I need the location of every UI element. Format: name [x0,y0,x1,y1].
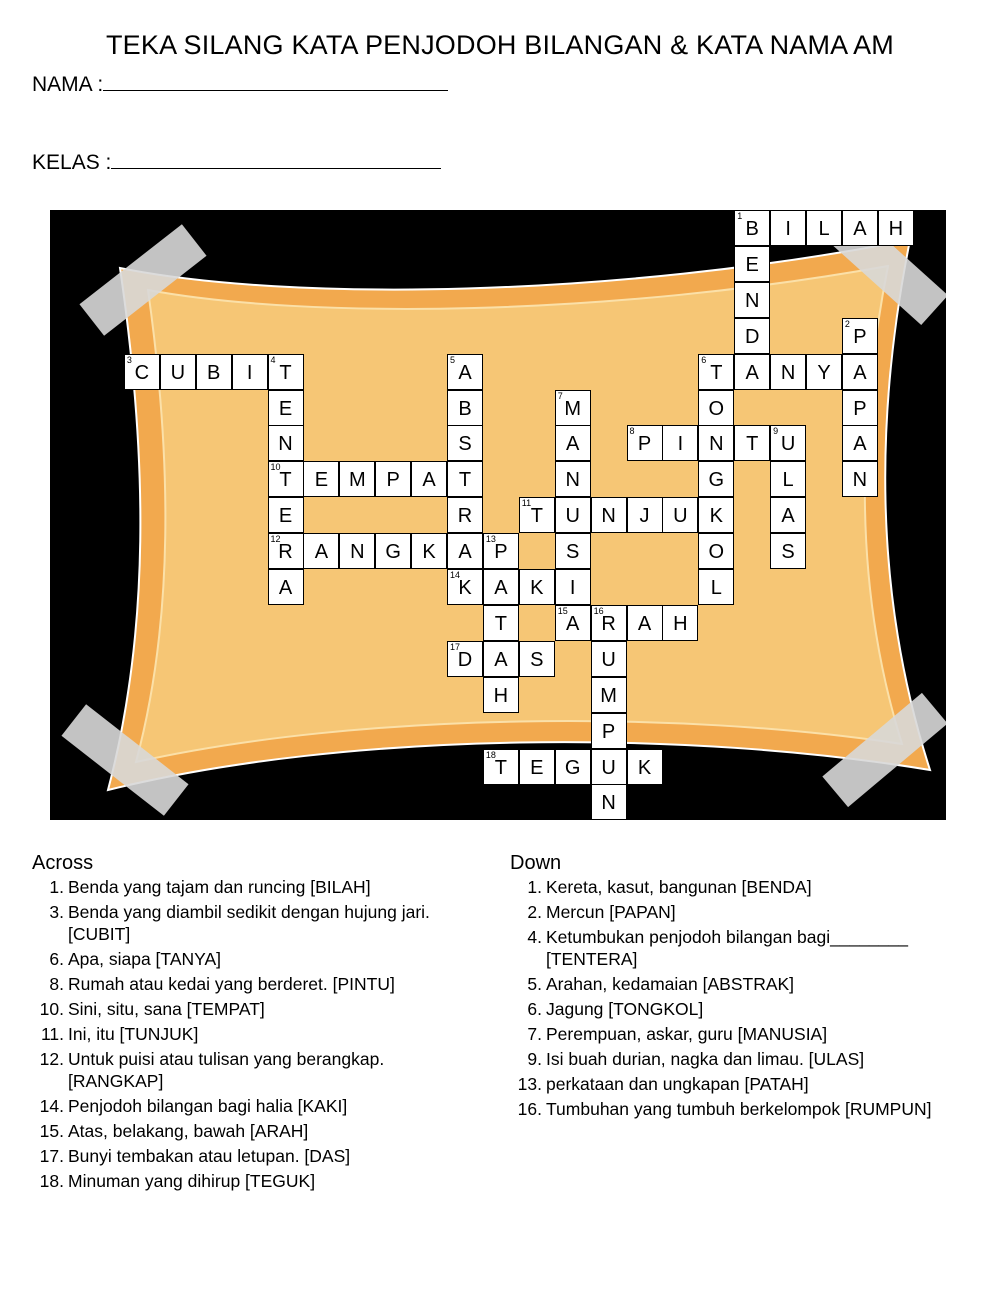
crossword-cell[interactable] [591,749,627,785]
crossword-cell[interactable] [698,390,734,426]
cell-number: 7 [557,390,563,401]
crossword-cell[interactable] [519,749,555,785]
crossword-cell[interactable] [519,569,555,605]
clue-number: 3. [49,902,64,922]
clue-text: Sini, situ, sana [TEMPAT] [68,999,265,1019]
cell-letter: I [246,361,253,384]
clue-number: 15. [39,1121,64,1141]
crossword-cell[interactable] [734,210,770,246]
crossword-cell[interactable] [842,354,878,390]
cell-number: 9 [773,426,779,437]
crossword-cell[interactable] [303,461,339,497]
cell-letter: U [601,756,616,779]
crossword-cell[interactable] [662,605,698,641]
crossword-cell[interactable] [268,461,304,497]
cell-letter: J [639,505,650,528]
cell-letter: P [853,325,867,348]
cell-letter: P [386,469,400,492]
clue-text: Benda yang tajam dan runcing [BILAH] [68,877,371,897]
clue-text: Perempuan, askar, guru [MANUSIA] [546,1024,828,1044]
cell-letter: P [601,720,616,743]
cell-letter: N [565,469,580,492]
clue-number: 17. [39,1146,64,1166]
cell-letter: B [745,218,759,240]
cell-number: 4 [270,354,276,365]
crossword-cell[interactable] [268,497,304,533]
clue-number: 2. [527,902,542,922]
cell-letter: D [744,325,760,348]
crossword-cell[interactable] [770,461,806,497]
clue-text: Bunyi tembakan atau letupan. [DAS] [68,1146,351,1166]
clue-text: Mercun [PAPAN] [546,902,676,922]
cell-letter: E [278,397,293,420]
cell-letter: A [853,218,867,240]
cell-letter: A [853,361,867,384]
crossword-cell[interactable] [411,461,447,497]
across-clue [32,1023,472,1045]
cell-letter: R [457,505,473,528]
crossword-cell[interactable] [698,497,734,533]
clue-number: 14. [39,1096,64,1116]
crossword-cell[interactable] [878,210,914,246]
cell-letter: G [708,469,725,492]
cell-letter: N [278,433,293,456]
cell-letter: T [494,756,507,779]
across-clue [32,973,472,995]
crossword-cell[interactable] [698,533,734,569]
cell-letter: C [134,361,150,384]
cell-letter: N [852,469,868,492]
crossword-cell[interactable] [447,425,483,461]
across-clue [32,1145,472,1167]
clue-text: Minuman yang dihirup [TEGUK] [68,1171,316,1191]
crossword-cell[interactable] [447,354,483,390]
cell-letter: P [853,397,867,420]
crossword-cell[interactable] [627,425,663,461]
crossword-cell[interactable] [591,605,627,641]
clue-text: Arahan, kedamaian [ABSTRAK] [546,974,795,994]
cell-letter: T [279,361,292,384]
cell-number: 18 [485,749,496,760]
cell-letter: H [493,684,509,707]
down-clue [510,1048,950,1070]
crossword-cell[interactable] [483,569,519,605]
cell-number: 14 [450,570,461,580]
crossword-cell[interactable] [662,497,698,533]
crossword-cell[interactable] [770,354,806,390]
clue-number: 6. [527,999,542,1019]
cell-number: 3 [126,354,132,365]
crossword-cell[interactable] [303,533,339,569]
crossword-cell[interactable] [483,677,519,713]
crossword-board [50,210,946,820]
crossword-cell[interactable] [806,210,842,246]
clue-number: 8. [49,974,64,994]
cell-letter: L [710,577,722,599]
crossword-cell[interactable] [447,497,483,533]
down-clue [510,1098,950,1120]
cell-letter: I [677,433,684,456]
cell-number: 16 [593,605,604,616]
cell-letter: S [566,541,580,564]
crossword-cell[interactable] [555,569,591,605]
cell-letter: R [601,612,616,635]
crossword-cell[interactable] [519,497,555,533]
crossword-cell[interactable] [268,390,304,426]
crossword-cell[interactable] [770,533,806,569]
cell-letter: L [782,469,794,492]
cell-letter: E [314,469,329,492]
cell-number: 15 [557,605,568,616]
cell-number: 6 [701,354,707,365]
crossword-cell[interactable] [627,749,663,785]
crossword-cell[interactable] [591,497,627,533]
crossword-cell[interactable] [447,641,483,677]
clue-number: 13. [517,1074,542,1094]
crossword-cell[interactable] [268,425,304,461]
crossword-cell[interactable] [806,354,842,390]
down-clues [510,852,950,1123]
cell-number: 2 [844,318,850,329]
crossword-cell[interactable] [698,354,734,390]
kelas-blank-line[interactable] [111,148,441,169]
crossword-cell[interactable] [734,425,770,461]
crossword-cell[interactable] [842,210,878,246]
cell-letter: I [785,218,791,240]
cell-letter: P [637,433,652,456]
cell-letter: N [744,289,760,312]
cell-letter: S [781,541,795,564]
across-clue [32,1048,472,1092]
crossword-cell[interactable] [555,461,591,497]
down-clue [510,998,950,1020]
clue-text: Ini, itu [TUNJUK] [68,1024,199,1044]
cell-number: 8 [629,426,635,437]
cell-letter: U [565,505,580,528]
clue-number: 16. [517,1099,542,1119]
cell-letter: R [278,541,293,564]
across-clue [32,1120,472,1142]
clue-text: Penjodoh bilangan bagi halia [KAKI] [68,1096,348,1116]
kelas-field[interactable] [32,148,441,175]
cell-letter: A [637,612,652,635]
down-clue [510,901,950,923]
crossword-cell[interactable] [842,390,878,426]
crossword-cell[interactable] [519,641,555,677]
cell-letter: N [601,792,616,815]
across-heading: Across [32,852,94,874]
clue-number: 1. [49,877,64,897]
crossword-cell[interactable] [627,605,663,641]
crossword-cell[interactable] [842,461,878,497]
down-clue [510,1023,950,1045]
cell-letter: M [348,469,366,492]
crossword-cell[interactable] [375,533,411,569]
cell-number: 17 [450,641,461,652]
clue-number: 1. [527,877,542,897]
cell-letter: U [170,361,186,384]
clue-number: 9. [527,1049,542,1069]
clue-text: Rumah atau kedai yang berderet. [PINTU] [68,974,395,994]
cell-letter: K [458,577,472,599]
down-clue [510,876,950,898]
clue-number: 18. [39,1171,64,1191]
cell-letter: K [530,577,544,599]
crossword-cell[interactable] [842,425,878,461]
crossword-cell[interactable] [591,713,627,749]
cell-letter: A [853,433,867,456]
cell-number: 11 [521,498,532,509]
crossword-cell[interactable] [734,318,770,354]
clue-text: Kereta, kasut, bangunan [BENDA] [546,877,812,897]
clue-number: 12. [39,1049,64,1069]
cell-letter: A [314,541,329,564]
cell-letter: A [566,433,580,456]
crossword-cell[interactable] [268,533,304,569]
cell-letter: O [708,397,725,420]
down-heading: Down [510,852,562,874]
cell-letter: A [278,577,293,599]
cell-letter: M [564,397,582,420]
down-clue [510,926,950,970]
crossword-cell[interactable] [555,425,591,461]
cell-number: 5 [450,354,456,365]
clue-text: Jagung [TONGKOL] [546,999,704,1019]
cell-letter: B [458,397,472,420]
crossword-cell[interactable] [555,533,591,569]
across-clues [32,852,472,1195]
across-clue [32,901,472,945]
clue-number: 5. [527,974,542,994]
cell-letter: E [745,253,759,276]
clue-number: 6. [49,949,64,969]
cell-letter: E [278,505,293,528]
crossword-cell[interactable] [555,390,591,426]
cell-letter: A [494,648,508,671]
crossword-cell[interactable] [196,354,232,390]
crossword-cell[interactable] [160,354,196,390]
nama-label: NAMA : [32,73,104,96]
cell-letter: A [458,361,472,384]
crossword-cell[interactable] [555,749,591,785]
cell-letter: S [530,648,544,671]
across-clue [32,1095,472,1117]
cell-letter: K [422,541,436,564]
crossword-cell[interactable] [483,533,519,569]
cell-letter: U [601,648,616,671]
cell-letter: O [708,541,725,564]
clue-text: Untuk puisi atau tulisan yang berangkap. [RANGKAP] [68,1049,385,1091]
cell-number: 12 [270,534,281,545]
clue-text: perkataan dan ungkapan [PATAH] [546,1074,809,1094]
cell-letter: A [458,541,472,564]
clue-text: Isi buah durian, nagka dan limau. [ULAS] [546,1049,865,1069]
crossword-cell[interactable] [591,677,627,713]
cell-letter: N [601,505,616,528]
clue-text: Atas, belakang, bawah [ARAH] [68,1121,309,1141]
cell-letter: A [422,469,436,492]
across-clue [32,876,472,898]
crossword-cell[interactable] [447,390,483,426]
crossword-cell[interactable] [734,246,770,282]
crossword-cell[interactable] [734,282,770,318]
crossword-cell[interactable] [483,641,519,677]
down-clue-list [510,876,950,1120]
page-title: TEKA SILANG KATA PENJODOH BILANGAN & KATA NAMA AM [105,30,894,60]
clue-number: 10. [39,999,64,1019]
cell-letter: K [637,756,652,779]
crossword-cell[interactable] [483,605,519,641]
cell-letter: H [888,218,904,240]
cell-letter: I [569,577,576,599]
crossword-cell[interactable] [698,461,734,497]
crossword-cell[interactable] [555,497,591,533]
cell-letter: Y [817,361,831,384]
cell-letter: N [350,541,365,564]
cell-letter: T [458,469,472,492]
crossword-cell[interactable] [662,425,698,461]
cell-letter: E [530,756,544,779]
crossword-cell[interactable] [124,354,160,390]
crossword-cell[interactable] [591,641,627,677]
cell-letter: P [494,541,508,564]
cell-letter: D [457,648,473,671]
crossword-cell[interactable] [339,461,375,497]
cell-letter: T [279,469,292,492]
cell-letter: H [673,612,688,635]
clue-number: 11. [40,1024,64,1044]
cell-letter: U [780,433,796,456]
clue-text: Benda yang diambil sedikit dengan hujung jari. [CUBIT] [68,902,430,944]
clue-text: Ketumbukan penjodoh bilangan bagi________ [TENTERA] [546,927,908,969]
cell-letter: L [818,218,830,240]
cell-letter: G [385,541,401,564]
cell-letter: T [530,505,543,528]
crossword-cell[interactable] [411,533,447,569]
clue-number: 7. [527,1024,542,1044]
cell-letter: T [494,612,507,635]
crossword-cell[interactable] [770,210,806,246]
crossword-cell[interactable] [734,354,770,390]
cell-number: 10 [270,462,281,473]
cell-letter: U [673,505,688,528]
crossword-cell[interactable] [770,497,806,533]
crossword-cell[interactable] [842,318,878,354]
cell-letter: A [566,612,580,635]
crossword-cell[interactable] [591,784,627,820]
down-clue [510,1073,950,1095]
crossword-cell[interactable] [698,569,734,605]
clue-text: Apa, siapa [TANYA] [68,949,222,969]
crossword-cell[interactable] [268,569,304,605]
cell-letter: A [494,577,508,599]
crossword-cell[interactable] [339,533,375,569]
clue-text: Tumbuhan yang tumbuh berkelompok [RUMPUN] [546,1099,932,1119]
cell-number: 1 [737,211,743,221]
cell-number: 13 [485,534,496,545]
down-clue [510,973,950,995]
cell-letter: K [709,505,723,528]
cell-letter: N [780,361,796,384]
crossword-cell[interactable] [770,425,806,461]
crossword-cell[interactable] [698,425,734,461]
cell-letter: T [746,433,759,456]
crossword-cell[interactable] [375,461,411,497]
crossword-grid [50,210,946,820]
across-clue [32,998,472,1020]
crossword-cell[interactable] [447,533,483,569]
cell-letter: M [600,684,617,707]
across-clue [32,1170,472,1192]
across-clue-list [32,876,472,1192]
cell-letter: A [745,361,759,384]
crossword-cell[interactable] [268,354,304,390]
cell-letter: G [564,756,581,779]
clue-number: 4. [527,927,542,947]
nama-field[interactable] [32,70,448,97]
kelas-label: KELAS : [32,151,112,174]
crossword-cell[interactable] [232,354,268,390]
crossword-cell[interactable] [483,749,519,785]
cell-letter: B [207,361,221,384]
crossword-cell[interactable] [447,461,483,497]
cell-letter: N [709,433,724,456]
crossword-cell[interactable] [555,605,591,641]
cell-letter: T [710,361,723,384]
nama-blank-line[interactable] [103,70,448,91]
across-clue [32,948,472,970]
crossword-cell[interactable] [447,569,483,605]
crossword-cell[interactable] [627,497,663,533]
cell-letter: A [781,505,795,528]
cell-letter: S [458,433,472,456]
